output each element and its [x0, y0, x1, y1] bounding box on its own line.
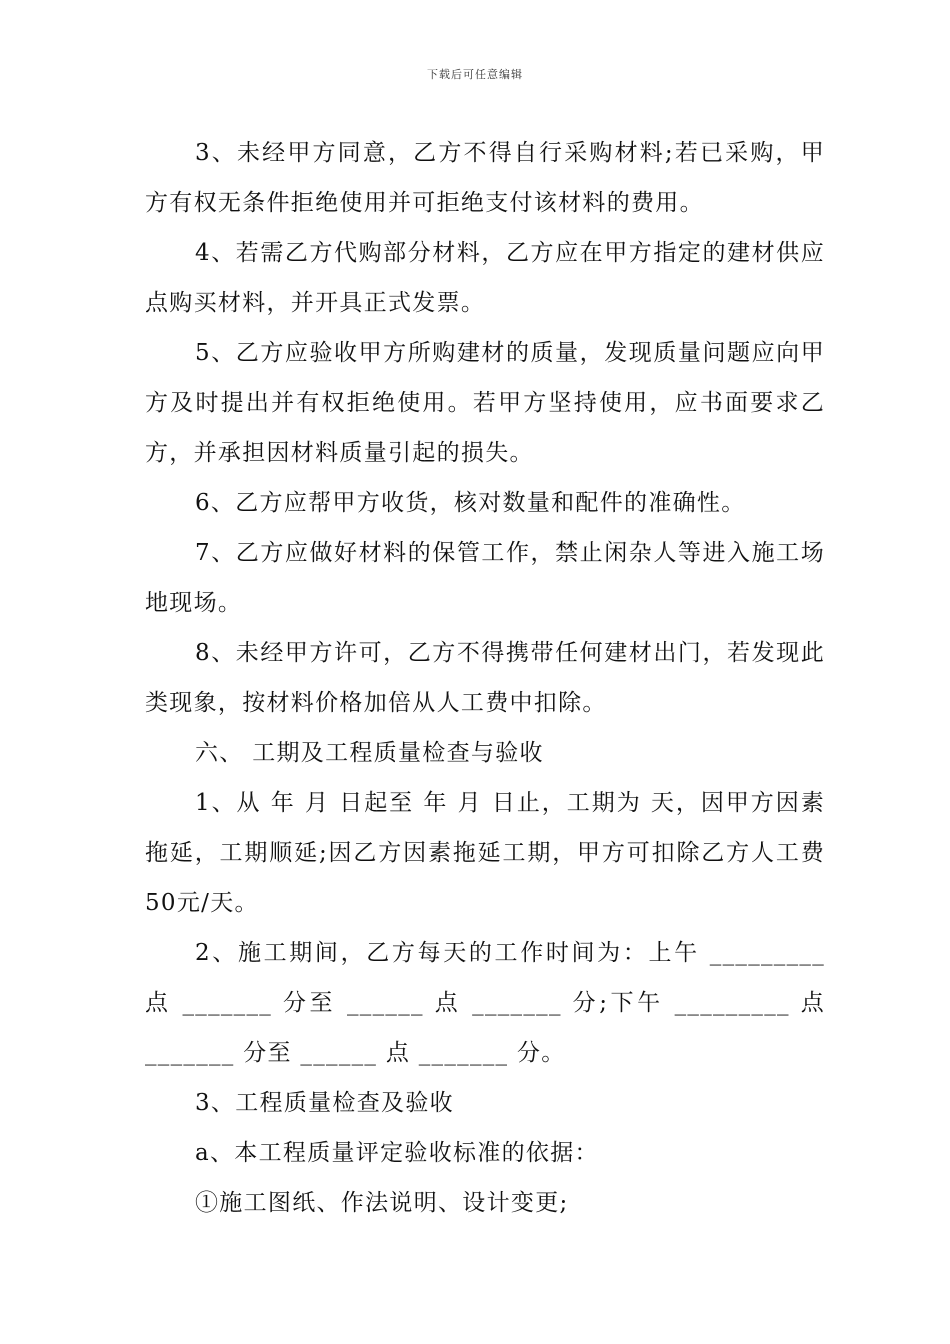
- clause-5-quality-inspection: 5、乙方应验收甲方所购建材的质量，发现质量问题应向甲方及时提出并有权拒绝使用。若甲方坚持使用，应书面要求乙方，并承担因材料质量引起的损失。: [145, 340, 825, 466]
- clause-4-proxy-purchase: 4、若需乙方代购部分材料，乙方应在甲方指定的建材供应点购买材料，并开具正式发票。: [145, 240, 825, 316]
- clause-1-schedule: 1、从 年 月 日起至 年 月 日止，工期为 天，因甲方因素拖延，工期顺延;因乙方因素拖延工期，甲方可扣除乙方人工费50元/天。: [145, 790, 825, 916]
- clause-3-material-purchase: 3、未经甲方同意，乙方不得自行采购材料;若已采购，甲方有权无条件拒绝使用并可拒绝支付该材料的费用。: [145, 140, 825, 216]
- clause-2-working-hours: 2、施工期间，乙方每天的工作时间为：上午 _________ 点 _______ 分至 ______ 点 _______ 分;下午 _________ 点 _______ 分至 ______ 点 _______ 分。: [145, 940, 825, 1066]
- item-1-drawings: ①施工图纸、作法说明、设计变更;: [195, 1190, 569, 1216]
- clause-3-quality-check-heading: 3、工程质量检查及验收: [195, 1090, 454, 1116]
- document-body: [145, 128, 825, 1228]
- item-a-acceptance-basis: a、本工程质量评定验收标准的依据：: [195, 1140, 599, 1166]
- page-header-note: 下载后可任意编辑: [427, 68, 523, 81]
- clause-8-no-removal: 8、未经甲方许可，乙方不得携带任何建材出门，若发现此类现象，按材料价格加倍从人工费中扣除。: [145, 640, 825, 716]
- clause-6-receiving-goods: 6、乙方应帮甲方收货，核对数量和配件的准确性。: [195, 490, 746, 516]
- section-6-heading: 六、 工期及工程质量检查与验收: [195, 740, 544, 766]
- clause-7-material-custody: 7、乙方应做好材料的保管工作，禁止闲杂人等进入施工场地现场。: [145, 540, 825, 616]
